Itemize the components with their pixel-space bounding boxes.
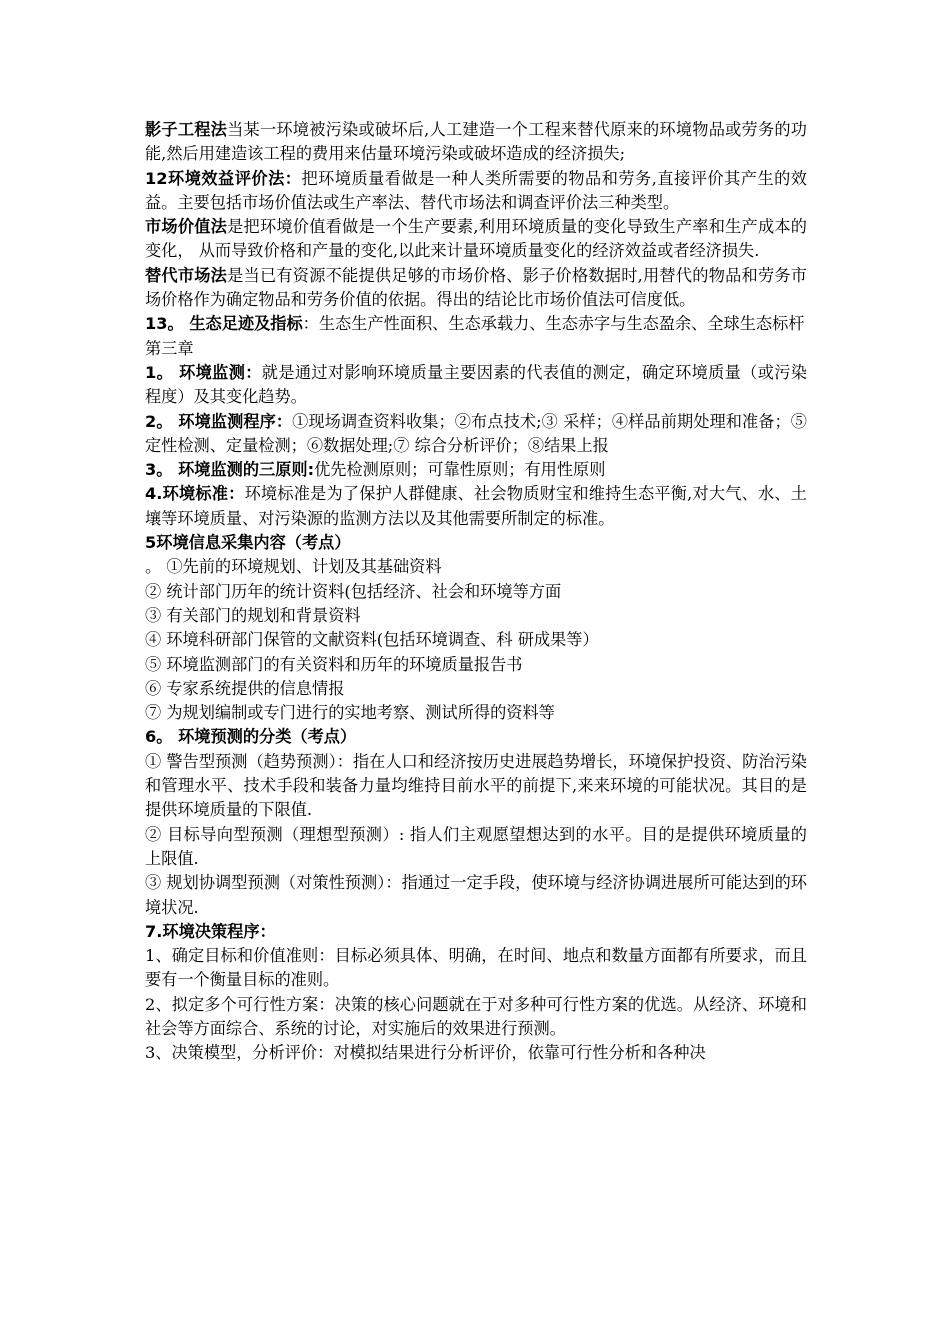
- paragraph: [145, 531, 807, 555]
- paragraph-text: 就是通过对影响环境质量主要因素的代表值的测定，确定环境质量（或污染程度）及其变化趋势。: [145, 362, 807, 407]
- paragraph: [145, 993, 807, 1042]
- paragraph: [145, 604, 807, 628]
- paragraph: [145, 1041, 807, 1065]
- paragraph: [145, 920, 807, 944]
- paragraph: [145, 167, 807, 216]
- paragraph-text: 1、确定目标和价值准则：目标必须具体、明确，在时间、地点和数量方面都有所要求，而且要有一个衡量目标的准则。: [145, 946, 807, 990]
- paragraph: [145, 944, 807, 993]
- paragraph-heading: 5环境信息采集内容（考点）: [145, 533, 351, 553]
- paragraph-heading: 市场价值法: [145, 217, 228, 237]
- paragraph-heading: 6。 环境预测的分类（考点）: [145, 727, 357, 747]
- paragraph: [145, 215, 807, 264]
- paragraph-text: ④ 环境科研部门保管的文献资料(包括环境调查、科 研成果等）: [145, 630, 599, 650]
- paragraph: [145, 701, 807, 725]
- paragraph: [145, 580, 807, 604]
- paragraph-text: ③ 规划协调型预测（对策性预测）：指通过一定手段，使环境与经济协调进展所可能达到的环境状况.: [145, 873, 807, 917]
- paragraph: [145, 628, 807, 652]
- paragraph-heading: 13。 生态足迹及指标: [145, 314, 303, 334]
- paragraph: [145, 482, 807, 531]
- paragraph-text: ⑤ 环境监测部门的有关资料和历年的环境质量报告书: [145, 654, 523, 674]
- paragraph-heading: 12环境效益评价法：: [145, 168, 302, 188]
- paragraph: [145, 750, 807, 823]
- paragraph-text: 第三章: [145, 338, 194, 358]
- paragraph: [145, 118, 807, 167]
- paragraph-heading: 4.环境标准：: [145, 484, 245, 504]
- paragraph-text: 环境标准是为了保护人群健康、社会物质财宝和维持生态平衡,对大气、水、土壤等环境质量、对污染源的监测方法以及其他需要所制定的标准。: [145, 484, 807, 528]
- paragraph-text: 当某一环境被污染或破坏后,人工建造一个工程来替代原来的环境物品或劳务的功能,然后用建造该工程的费用来估量环境污染或破坏造成的经济损失;: [145, 120, 807, 164]
- paragraph: [145, 312, 807, 336]
- paragraph-text: 2、拟定多个可行性方案：决策的核心问题就在于对多种可行性方案的优选。从经济、环境和社会等方面综合、系统的讨论，对实施后的效果进行预测。: [145, 994, 807, 1038]
- paragraph-text: 是当已有资源不能提供足够的市场价格、影子价格数据时,用替代的物品和劳务市场价格作为确定物品和劳务价值的依据。得出的结论比市场价值法可信度低。: [145, 265, 807, 310]
- paragraph-text: ：生态生产性面积、生态承载力、生态赤字与生态盈余、全球生态标杆: [302, 314, 805, 334]
- paragraph-text: 3、决策模型，分析评价：对模拟结果进行分析评价，依靠可行性分析和各种决: [145, 1043, 706, 1063]
- document-body: [145, 118, 807, 1066]
- paragraph-text: ① 警告型预测（趋势预测）：指在人口和经济按历史进展趋势增长，环境保护投资、防治污染和管理水平、技术手段和装备力量均维持目前水平的前提下,来来环境的可能状况。其目的是提供环境质量的下限值.: [145, 751, 807, 820]
- paragraph-text: ①现场调查资料收集；②布点技术;③ 采样；④样品前期处理和准备；⑤定性检测、定量检测；⑥数据处理;⑦ 综合分析评价；⑧结果上报: [145, 411, 807, 455]
- paragraph: [145, 361, 807, 410]
- paragraph-text: 。 ①先前的环境规划、计划及其基础资料: [145, 557, 442, 577]
- paragraph: [145, 871, 807, 920]
- paragraph: [145, 653, 807, 677]
- paragraph-text: ③ 有关部门的规划和背景资料: [145, 605, 361, 625]
- paragraph-text: ② 统计部门历年的统计资料(包括经济、社会和环境等方面: [145, 581, 562, 601]
- paragraph-heading: 2。 环境监测程序：: [145, 411, 293, 431]
- paragraph-text: ⑦ 为规划编制或专门进行的实地考察、测试所得的资料等: [145, 703, 555, 723]
- paragraph: [145, 410, 807, 459]
- paragraph: [145, 264, 807, 313]
- paragraph: [145, 337, 807, 361]
- paragraph-heading: 7.环境决策程序：: [145, 921, 276, 941]
- paragraph: [145, 677, 807, 701]
- paragraph: [145, 725, 807, 749]
- paragraph-text: ② 目标导向型预测（理想型预测）: 指人们主观愿望想达到的水平。目的是提供环境质量的上限值.: [145, 824, 807, 868]
- paragraph-heading: 替代市场法: [145, 265, 228, 285]
- paragraph-text: ⑥ 专家系统提供的信息情报: [145, 678, 345, 698]
- paragraph-text: 优先检测原则；可靠性原则；有用性原则: [314, 460, 606, 480]
- paragraph-heading: 1。 环境监测：: [145, 362, 262, 382]
- paragraph-heading: 影子工程法: [145, 120, 228, 139]
- paragraph-text: 是把环境价值看做是一个生产要素,利用环境质量的变化导致生产率和生产成本的变化， 从而导致价格和产量的变化,以此来计量环境质量变化的经济效益或者经济损失.: [145, 217, 807, 261]
- paragraph: [145, 823, 807, 872]
- paragraph: [145, 458, 807, 482]
- paragraph-text: 把环境质量看做是一种人类所需要的物品和劳务,直接评价其产生的效益。主要包括市场价值法或生产率法、替代市场法和调查评价法三种类型。: [145, 168, 807, 212]
- paragraph: [145, 555, 807, 579]
- paragraph-heading: 3。 环境监测的三原则:: [145, 460, 315, 480]
